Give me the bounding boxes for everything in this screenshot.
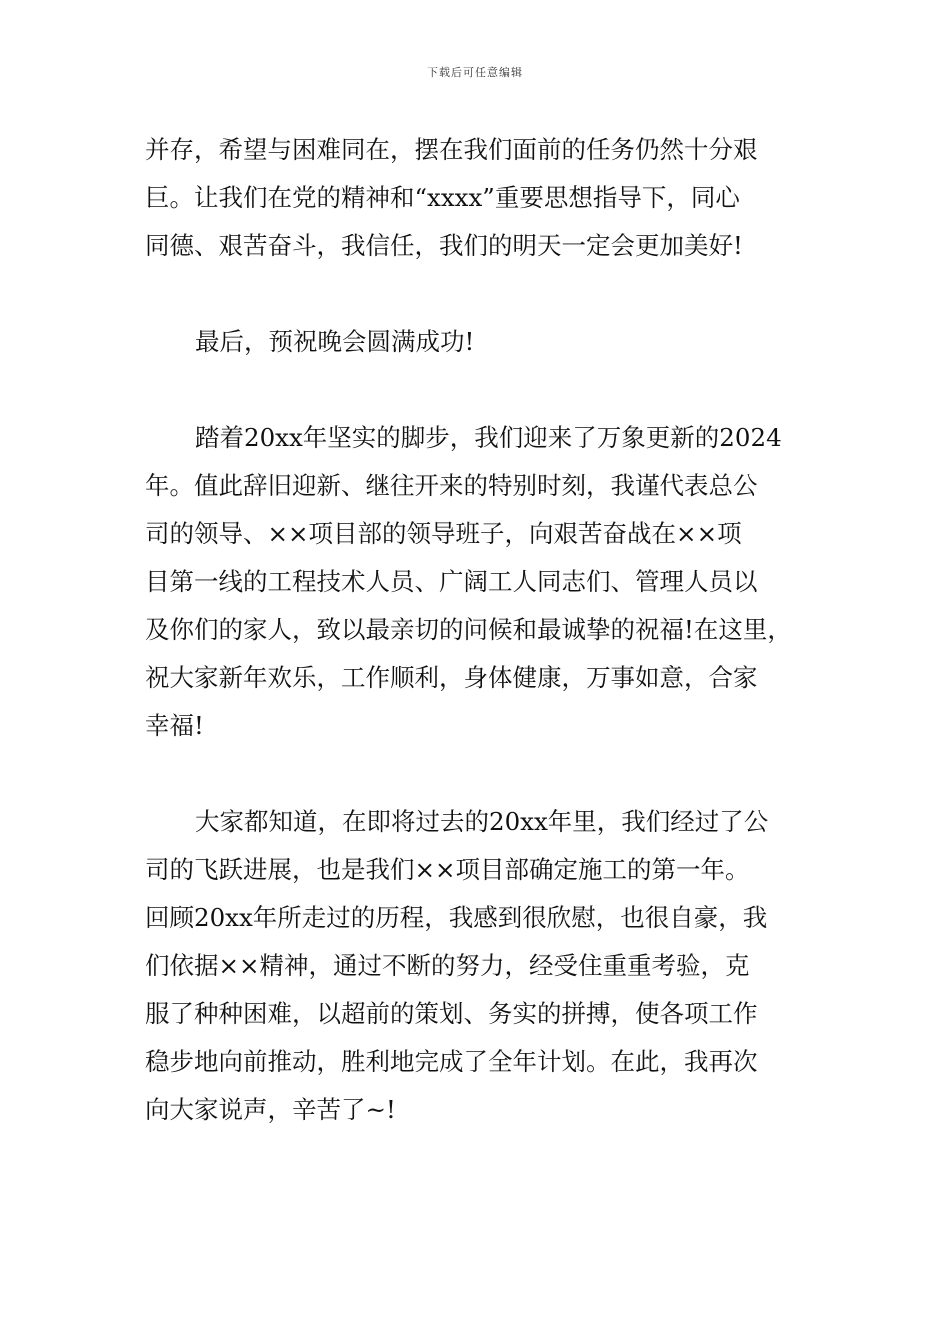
text-line: 并存，希望与困难同在，摆在我们面前的任务仍然十分艰 — [145, 135, 758, 164]
paragraph-3 — [145, 414, 815, 750]
text-line: 向大家说声，辛苦了~! — [145, 1095, 396, 1124]
text-line: 年。值此辞旧迎新、继往开来的特别时刻，我谨代表总公 — [145, 471, 758, 500]
text-line: 巨。让我们在党的精神和“xxxx”重要思想指导下，同心 — [145, 183, 740, 212]
text-line: 幸福! — [145, 711, 204, 740]
text-line: 踏着20xx年坚实的脚步，我们迎来了万象更新的2024 — [195, 423, 782, 452]
paragraph-2 — [145, 318, 815, 366]
paragraph-4 — [145, 798, 815, 1134]
text-line: 服了种种困难，以超前的策划、务实的拼搏，使各项工作 — [145, 999, 758, 1028]
paragraph-1 — [145, 126, 815, 270]
text-line: 回顾20xx年所走过的历程，我感到很欣慰，也很自豪，我 — [145, 903, 768, 932]
text-line: 大家都知道，在即将过去的20xx年里，我们经过了公 — [195, 807, 769, 836]
text-line: 们依据××精神，通过不断的努力，经受住重重考验，克 — [145, 951, 750, 980]
text-line: 同德、艰苦奋斗，我信任，我们的明天一定会更加美好! — [145, 231, 743, 260]
page-header: 下载后可任意编辑 — [427, 66, 523, 79]
document-body — [145, 126, 815, 1134]
text-line: 及你们的家人，致以最亲切的问候和最诚挚的祝福!在这里， — [145, 615, 792, 644]
paragraph-gap — [145, 366, 815, 414]
text-line: 祝大家新年欢乐，工作顺利，身体健康，万事如意，合家 — [145, 663, 758, 692]
text-line: 司的领导、××项目部的领导班子，向艰苦奋战在××项 — [145, 519, 742, 548]
paragraph-gap — [145, 270, 815, 318]
text-line: 最后，预祝晚会圆满成功! — [195, 327, 475, 356]
text-line: 稳步地向前推动，胜利地完成了全年计划。在此，我再次 — [145, 1047, 758, 1076]
paragraph-gap — [145, 750, 815, 798]
text-line: 目第一线的工程技术人员、广阔工人同志们、管理人员以 — [145, 567, 758, 596]
text-line: 司的飞跃进展，也是我们××项目部确定施工的第一年。 — [145, 855, 750, 884]
